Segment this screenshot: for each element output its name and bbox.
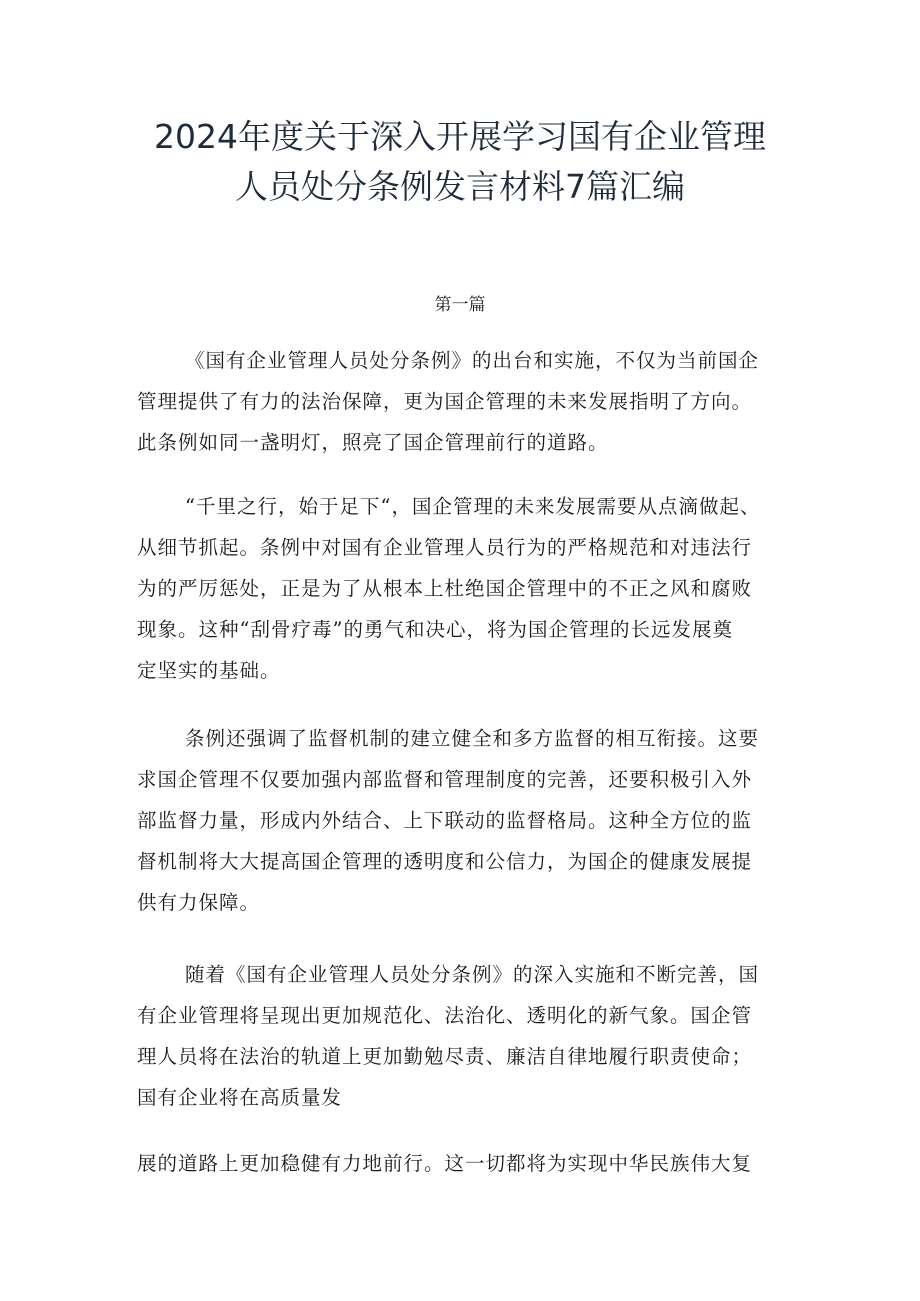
- paragraph-line: 此条例如同一盏明灯，照亮了国企管理前行的道路。: [137, 431, 609, 454]
- title-line-1: 2024年度关于深入开展学习国有企业管理: [154, 117, 766, 156]
- paragraph-line: 求国企管理不仅要加强内部监督和管理制度的完善，还要积极引入外: [137, 768, 753, 791]
- paragraph-4: [137, 954, 797, 1118]
- paragraph-line: 有企业管理将呈现出更加规范化、法治化、透明化的新气象。国企管: [137, 1004, 753, 1027]
- paragraph-1: [137, 340, 797, 463]
- paragraph-line: “千里之行，始于足下“，国企管理的未来发展需要从点滴做起、: [185, 495, 761, 518]
- paragraph-3: [137, 718, 797, 923]
- paragraph-line: 展的道路上更加稳健有力地前行。这一切都将为实现中华民族伟大复: [137, 1152, 753, 1175]
- document-title: [100, 112, 820, 212]
- paragraph-line: 条例还强调了监督机制的建立健全和多方监督的相互衔接。这要: [185, 727, 760, 750]
- paragraph-line: 随着《国有企业管理人员处分条例》的深入实施和不断完善，国: [185, 963, 760, 986]
- section-heading: 第一篇: [434, 295, 486, 315]
- paragraph-2: [137, 486, 797, 691]
- paragraph-line: 理人员将在法治的轨道上更加勤勉尽责、廉洁自律地履行职责使命；: [137, 1045, 753, 1068]
- paragraph-line: 《国有企业管理人员处分条例》的出台和实施，不仅为当前国企: [185, 349, 760, 372]
- paragraph-line: 从细节抓起。条例中对国有企业管理人员行为的严格规范和对违法行: [137, 536, 753, 559]
- paragraph-line: 部监督力量，形成内外结合、上下联动的监督格局。这种全方位的监: [137, 809, 753, 832]
- paragraph-line: 国有企业将在高质量发: [137, 1086, 343, 1109]
- title-line-2: 人员处分条例发言材料7篇汇编: [235, 167, 685, 206]
- paragraph-line: 管理提供了有力的法治保障，更为国企管理的未来发展指明了方向。: [137, 390, 753, 413]
- paragraph-5: [137, 1143, 797, 1184]
- paragraph-line: 定坚实的基础。: [137, 659, 281, 682]
- paragraph-line: 督机制将大大提高国企管理的透明度和公信力，为国企的健康发展提: [137, 850, 753, 873]
- paragraph-line: 供有力保障。: [137, 891, 261, 914]
- paragraph-line: 现象。这种“刮骨疗毒”的勇气和决心，将为国企管理的长远发展奠: [137, 618, 733, 641]
- paragraph-line: 为的严厉惩处，正是为了从根本上杜绝国企管理中的不正之风和腐败: [137, 577, 753, 600]
